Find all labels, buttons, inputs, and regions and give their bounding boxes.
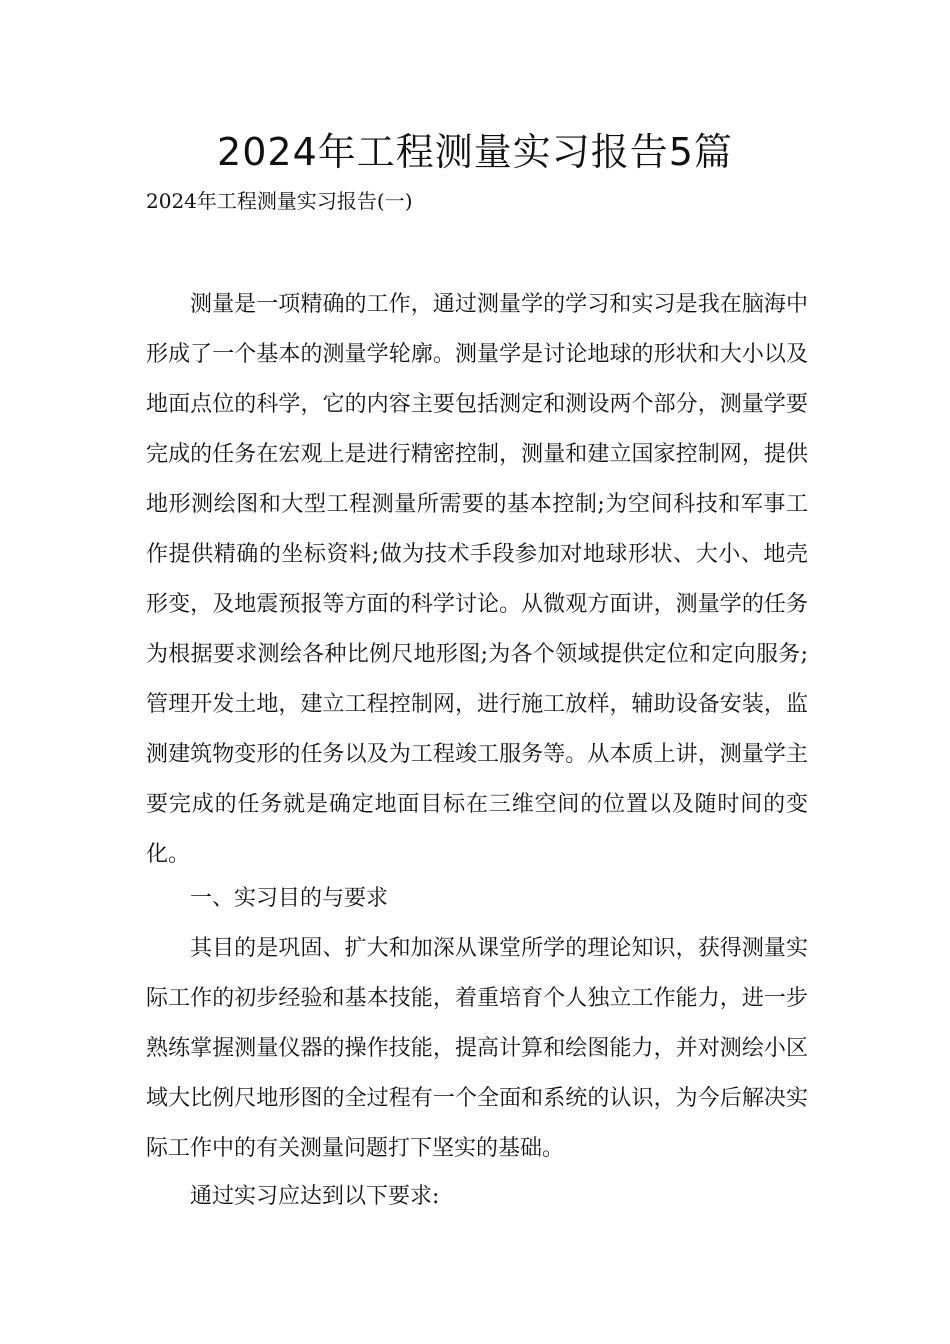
report-subtitle: 2024年工程测量实习报告(一) xyxy=(146,189,413,213)
section-heading-objectives: 一、实习目的与要求 xyxy=(190,886,389,911)
paragraph-intro: 测量是一项精确的工作，通过测量学的学习和实习是我在脑海中形成了一个基本的测量学轮廓。测量学是讨论地球的形状和大小以及地面点位的科学，它的内容主要包括测定和测设两个部分，测量学要完成的任务在宏观上是进行精密控制，测量和建立国家控制网，提供地形测绘图和大型工程测量所需要的基本控制;为空间科技和军事工作提供精确的坐标资料;做为技术手段参加对地球形状、大小、地壳形变，及地震预报等方面的科学讨论。从微观方面讲，测量学的任务为根据要求测绘各种比例尺地形图;为各个领域提供定位和定向服务;管理开发土地，建立工程控制网，进行施工放样，辅助设备安装，监测建筑物变形的任务以及为工程竣工服务等。从本质上讲，测量学主要完成的任务就是确定地面目标在三维空间的位置以及随时间的变化。 xyxy=(146,292,808,867)
paragraph-objectives: 其目的是巩固、扩大和加深从课堂所学的理论知识，获得测量实际工作的初步经验和基本技能，着重培育个人独立工作能力，进一步熟练掌握测量仪器的操作技能，提高计算和绘图能力，并对测绘小区域大比例尺地形图的全过程有一个全面和系统的认识，为今后解决实际工作中的有关测量问题打下坚实的基础。 xyxy=(146,936,808,1161)
document-title: 2024年工程测量实习报告5篇 xyxy=(217,130,733,174)
paragraph-requirements-intro: 通过实习应达到以下要求: xyxy=(190,1184,440,1209)
